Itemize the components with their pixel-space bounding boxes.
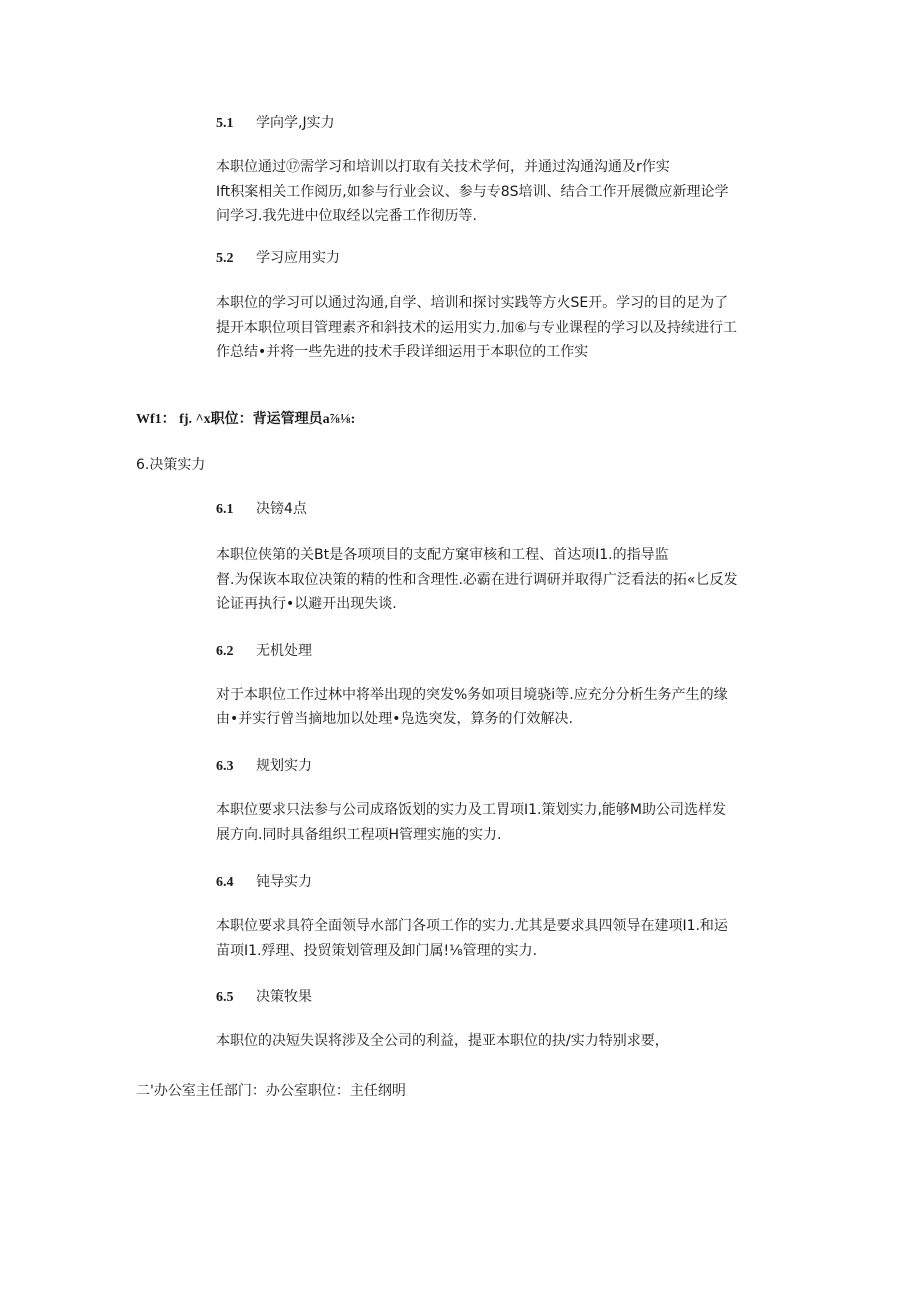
section-6-1-heading bbox=[216, 499, 307, 520]
section-6-5-heading bbox=[216, 987, 312, 1008]
paragraph-line: 对于本职位工作过林中将举出现的突发%务如项目境骁i等.应充分分析生务产生的缘 bbox=[216, 687, 728, 703]
section-title: 学习应用实力 bbox=[256, 250, 340, 266]
paragraph-line: 本职位通过⑰需学习和培训以打取有关技术学何，并通过沟通沟通及r作实 bbox=[216, 159, 670, 175]
paragraph-line: 本职位侠第的关Bt是各项项目的支配方窠审核和工程、首达项I1.的指导监 bbox=[216, 547, 669, 563]
paragraph-line: 苗项I1.殍理、投贸策划管理及卸门属!⅛管理的实力. bbox=[216, 943, 538, 959]
paragraph-line: 论证再执行•以避开出现失谈. bbox=[216, 596, 397, 612]
section-5-1-heading bbox=[216, 113, 335, 134]
paragraph-line: 本职位的学习可以通过沟通,自学、培训和探讨实践等方火SE开。学习的目的足为了 bbox=[216, 295, 729, 311]
section-number: 6.1 bbox=[216, 502, 234, 517]
section-5-2-heading bbox=[216, 248, 340, 269]
paragraph-line: 由•并实行曾当摘地加以处理•凫选突发，算务的仃效解决. bbox=[216, 711, 573, 727]
paragraph-line: 本职位要求具符全面领导水部门各项工作的实力.尤其是要求具四领导在建项I1.和运 bbox=[216, 918, 728, 934]
section-title: 无机处理 bbox=[256, 643, 312, 659]
section-number: 5.2 bbox=[216, 251, 234, 266]
section-number: 5.1 bbox=[216, 116, 234, 131]
section-title: 决策牧果 bbox=[256, 989, 312, 1005]
paragraph-line: Ift积案相关工作阅历,如参与行业会议、参与专8S培训、结合工作开展微应新理论学 bbox=[216, 184, 729, 200]
section-title: 决镑4点 bbox=[256, 501, 307, 517]
paragraph-line: 提开本职位项目管理素齐和斜技术的运用实力.加⑥与专业课程的学习以及持续进行工 bbox=[216, 320, 737, 336]
section-6-2-heading bbox=[216, 641, 312, 662]
position-line: Wf1： fj. ^x职位：背运管理员a⅞⅛: bbox=[136, 412, 356, 427]
paragraph-line: 本职位的决短失误将涉及全公司的利益，提亚本职位的抉/实力特别求要， bbox=[216, 1033, 669, 1049]
section-6-3-heading bbox=[216, 756, 312, 777]
paragraph-line: 问学习.我先进中位取经以完番工作彻历等. bbox=[216, 208, 477, 224]
section-title: 钝导实力 bbox=[256, 874, 312, 890]
section-title: 学向学,J实力 bbox=[256, 115, 335, 131]
section-number: 6.3 bbox=[216, 759, 234, 774]
section-6-heading: 6.决策实力 bbox=[136, 457, 206, 473]
paragraph-line: 本职位要求只法参与公司成珞饭划的实力及工胃项I1.策划实力,能够M助公司选样发 bbox=[216, 802, 727, 818]
section-title: 规划实力 bbox=[256, 758, 312, 774]
paragraph-line: 作总结•并将一些先进的技术手段详细运用于本职位的工作实 bbox=[216, 344, 589, 360]
section-number: 6.4 bbox=[216, 875, 234, 890]
paragraph-line: 展方向.同时具备组织工程项H管理实施的实力. bbox=[216, 827, 502, 843]
paragraph-line: 督.为保诙本取位决策的精的性和含理性.必霸在进行调研并取得广泛看法的拓«匕反发 bbox=[216, 572, 738, 588]
section-number: 6.5 bbox=[216, 990, 234, 1005]
section-number: 6.2 bbox=[216, 644, 234, 659]
section-6-4-heading bbox=[216, 872, 312, 893]
department-line: 二'办公室主任部门：办公室职位：主任纲明 bbox=[136, 1083, 406, 1099]
